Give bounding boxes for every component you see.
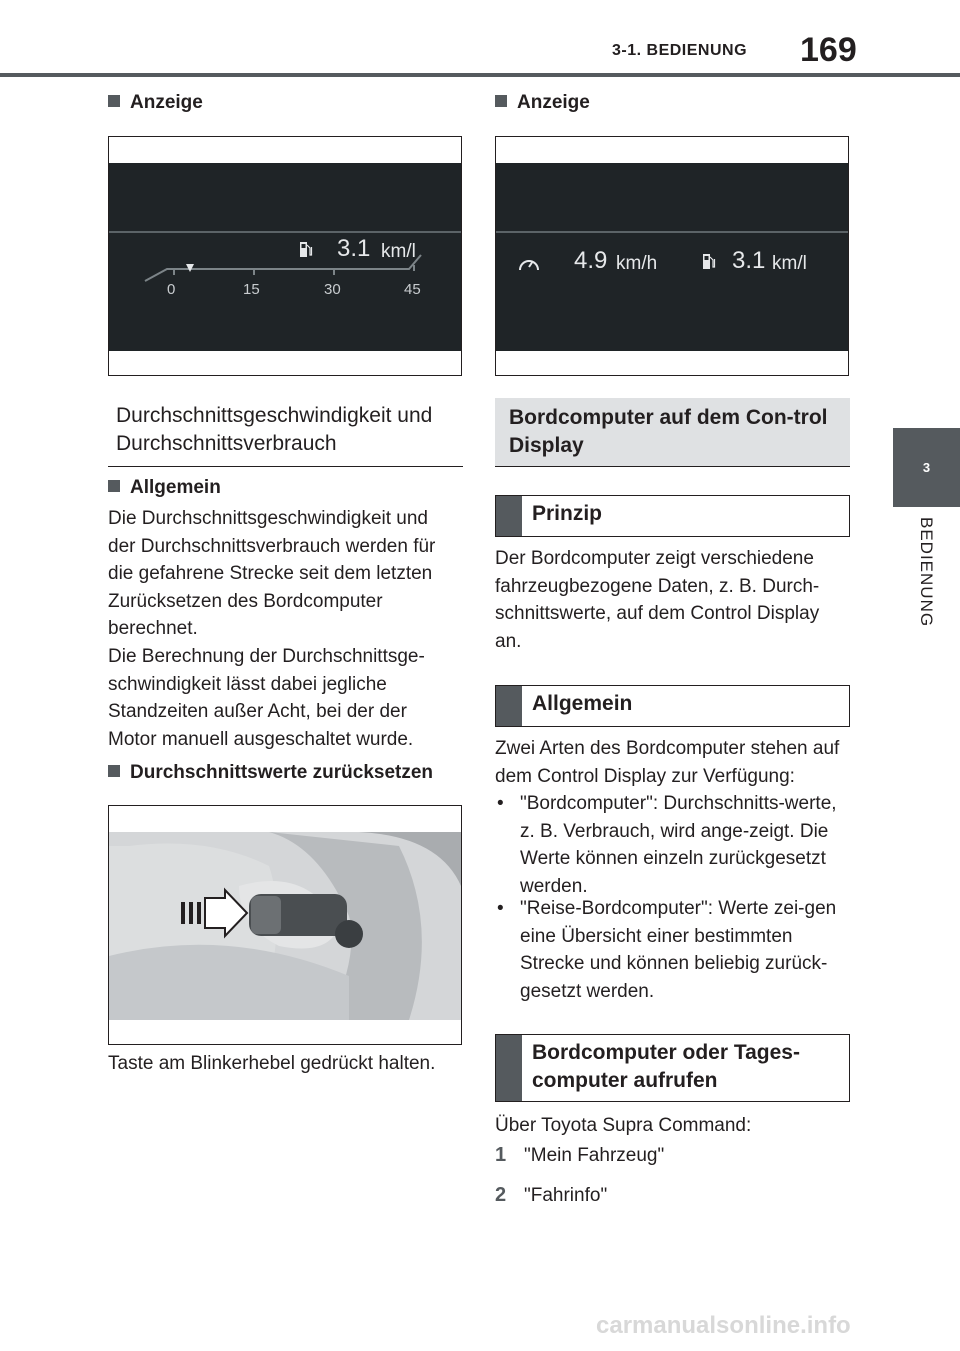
heading-anzeige-left: Anzeige [108, 92, 203, 114]
subheading-aufrufen: Bordcomputer oder Tages-computer aufrufen [532, 1041, 800, 1092]
step-number: 1 [495, 1144, 507, 1166]
display-image-1 [108, 136, 462, 376]
chapter-label: BEDIENUNG [917, 517, 936, 628]
chapter-number: 3 [922, 460, 931, 475]
subheading-allgemein: Allgemein [532, 692, 633, 715]
watermark: carmanualsonline.info [596, 1312, 851, 1339]
scale-label-0: 0 [167, 281, 176, 298]
lever-image [108, 805, 462, 1045]
square-bullet-icon [108, 95, 120, 107]
avg-speed-unit: km/h [616, 253, 658, 274]
scale-label-30: 30 [324, 281, 341, 298]
avg-consumption-value: 3.1 [337, 235, 371, 262]
fuel-pump-icon [702, 251, 716, 273]
bullet-item-1 [495, 790, 847, 900]
heading-anzeige-right: Anzeige [495, 92, 590, 114]
paragraph-prinzip: Der Bordcomputer zeigt verschiedene fahrzeugbezogene Daten, z. B. Durch-schnittswerte, auf dem Control Display an. [495, 548, 820, 652]
caption-1: Durchschnittsgeschwindigkeit und Durchschnittsverbrauch [116, 404, 433, 455]
step-2 [495, 1182, 847, 1210]
section-heading: Bordcomputer auf dem Con-trol Display [509, 406, 828, 457]
square-bullet-icon [495, 95, 507, 107]
fuel-pump-icon [299, 239, 313, 261]
subheading-aufrufen-box [495, 1034, 850, 1102]
square-bullet-icon [108, 480, 120, 492]
subheading-bar [496, 1035, 522, 1101]
subheading-prinzip: Prinzip [532, 502, 603, 525]
avg-speed-value: 4.9 [574, 247, 608, 274]
control-display-screen [496, 163, 848, 351]
subheading-allgemein-box [495, 685, 850, 727]
paragraph-allgemein-2: Die Berechnung der Durchschnittsge-schwindigkeit lässt dabei jegliche Standzeiten außer Acht, bei der der Motor manuell ausgeschaltet wurde. [108, 646, 425, 750]
page-number: 169 [800, 31, 857, 69]
chapter-label-container [897, 507, 957, 667]
speedometer-icon [518, 255, 540, 273]
bullet-dot: • [497, 898, 504, 919]
step-1 [495, 1142, 847, 1170]
avg-consumption-unit: km/l [381, 241, 416, 262]
bullet-dot: • [497, 793, 504, 814]
scale-label-15: 15 [243, 281, 260, 298]
bullet-item-2 [495, 895, 847, 1005]
avg-consumption-unit-2: km/l [772, 253, 807, 274]
subheading-bar [496, 686, 522, 726]
avg-consumption-value-2: 3.1 [732, 247, 766, 274]
section-heading-box [495, 398, 850, 467]
header-rule [0, 73, 960, 77]
paragraph-allgemein-right: Zwei Arten des Bordcomputer stehen auf dem Control Display zur Verfügung: [495, 738, 840, 787]
subheading-prinzip-box [495, 495, 850, 537]
display-image-2 [495, 136, 849, 376]
scale-label-45: 45 [404, 281, 421, 298]
step-text: "Mein Fahrzeug" [524, 1145, 665, 1166]
bullet-text-2: "Reise-Bordcomputer": Werte zei-gen eine Übersicht einer bestimmten Strecke und können beliebig zurück-gesetzt werden. [520, 898, 837, 1002]
heading-reset: Durchschnittswerte zurücksetzen [108, 762, 433, 784]
paragraph-allgemein-1: Die Durchschnittsgeschwindigkeit und der Durchschnittsverbrauch werden für die gefahrene Strecke seit dem letzten Zurücksetzen des Bordcomputer berechnet. [108, 508, 436, 639]
square-bullet-icon [108, 765, 120, 777]
heading-allgemein-left: Allgemein [108, 477, 221, 499]
step-text: "Fahrinfo" [524, 1185, 608, 1206]
paragraph-command: Über Toyota Supra Command: [495, 1115, 752, 1136]
instrument-screen [109, 163, 461, 351]
subheading-bar [496, 496, 522, 536]
caption-2: Taste am Blinkerhebel gedrückt halten. [108, 1053, 436, 1074]
section-title: 3-1. BEDIENUNG [612, 42, 748, 59]
caption-box-1 [108, 392, 463, 467]
bullet-text-1: "Bordcomputer": Durchschnitts-werte, z. B. Verbrauch, wird ange-zeigt. Die Werte können einzeln zurückgesetzt werden. [520, 793, 837, 897]
step-number: 2 [495, 1184, 507, 1206]
